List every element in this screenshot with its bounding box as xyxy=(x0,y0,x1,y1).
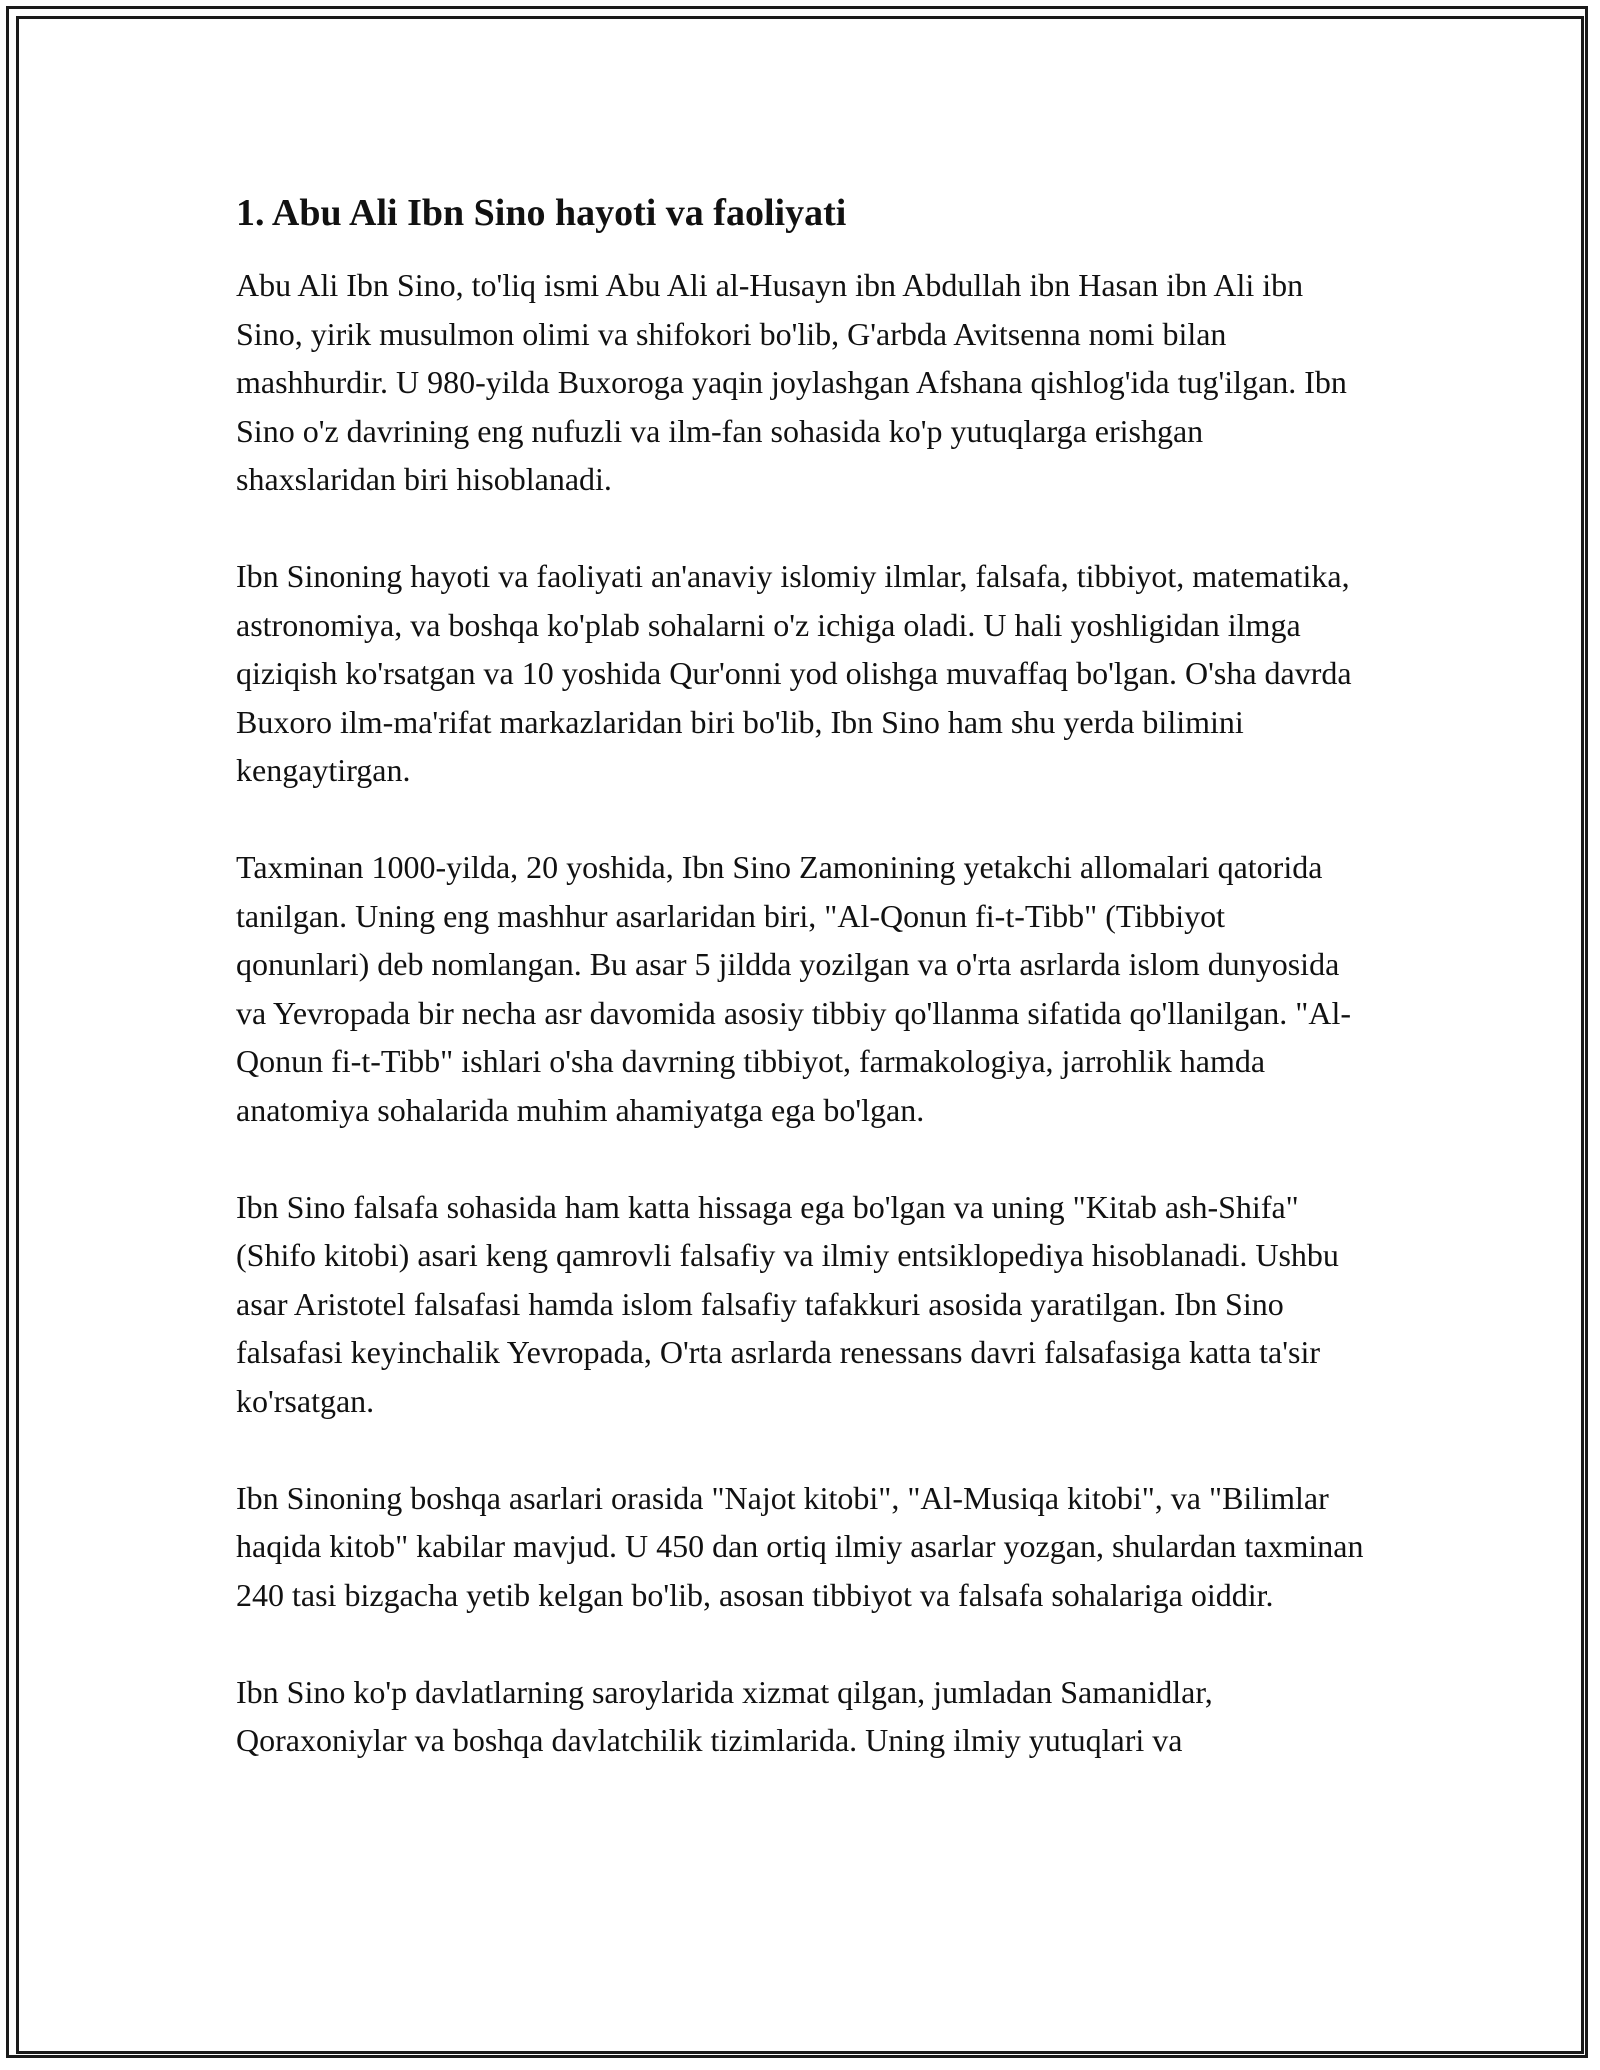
paragraph-5: Ibn Sinoning boshqa asarlari orasida "Najot kitobi", "Al-Musiqa kitobi", va "Bilimlar haqida kitob" kabilar mavjud. U 450 dan ortiq ilmiy asarlar yozgan, shulardan taxminan 240 tasi bizgacha yetib kelgan bo'lib, asosan tibbiyot va falsafa sohalariga oiddir. xyxy=(236,1479,1364,1613)
paragraph-4: Ibn Sino falsafa sohasida ham katta hissaga ega bo'lgan va uning "Kitab ash-Shifa" (Shifo kitobi) asari keng qamrovli falsafiy va ilmiy entsiklopediya hisoblanadi. Ushbu asar Aristotel falsafasi hamda islom falsafiy tafakkuri asosida yaratilgan. Ibn Sino falsafasi keyinchalik Yevropada, O'rta asrlarda renessans davri falsafasiga katta ta'sir ko'rsatgan. xyxy=(236,1188,1339,1419)
paragraph-2: Ibn Sinoning hayoti va faoliyati an'anaviy islomiy ilmlar, falsafa, tibbiyot, matematika, astronomiya, va boshqa ko'plab sohalarni o'z ichiga oladi. U hali yoshligidan ilmga qiziqish ko'rsatgan va 10 yoshida Qur'onni yod olishga muvaffaq bo'lgan. O'sha davrda Buxoro ilm-ma'rifat markazlaridan biri bo'lib, Ibn Sino ham shu yerda bilimini kengaytirgan. xyxy=(236,558,1352,788)
document-body xyxy=(236,185,1366,1765)
paragraph-6: Ibn Sino ko'p davlatlarning saroylarida xizmat qilgan, jumladan Samanidlar, Qoraxoniylar va boshqa davlatchilik tizimlarida. Uning ilmiy yutuqlari va xyxy=(236,1673,1213,1758)
paragraph-3: Taxminan 1000-yilda, 20 yoshida, Ibn Sino Zamonining yetakchi allomalari qatorida tanilgan. Uning eng mashhur asarlaridan biri, "Al-Qonun fi-t-Tibb" (Tibbiyot qonunlari) deb nomlangan. Bu asar 5 jildda yozilgan va o'rta asrlarda islom dunyosida va Yevropada bir necha asr davomida asosiy tibbiy qo'llanma sifatida qo'llanilgan. "Al-Qonun fi-t-Tibb" ishlari o'sha davrning tibbiyot, farmakologiya, jarrohlik hamda anatomiya sohalarida muhim ahamiyatga ega bo'lgan. xyxy=(236,849,1351,1128)
document-title: 1. Abu Ali Ibn Sino hayoti va faoliyati xyxy=(236,192,847,234)
paragraph-1: Abu Ali Ibn Sino, to'liq ismi Abu Ali al-Husayn ibn Abdullah ibn Hasan ibn Ali ibn Sino, yirik musulmon olimi va shifokori bo'lib, G'arbda Avitsenna nomi bilan mashhurdir. U 980-yilda Buxoroga yaqin joylashgan Afshana qishlog'ida tug'ilgan. Ibn Sino o'z davrining eng nufuzli va ilm-fan sohasida ko'p yutuqlarga erishgan shaxslaridan biri hisoblanadi. xyxy=(236,267,1347,497)
